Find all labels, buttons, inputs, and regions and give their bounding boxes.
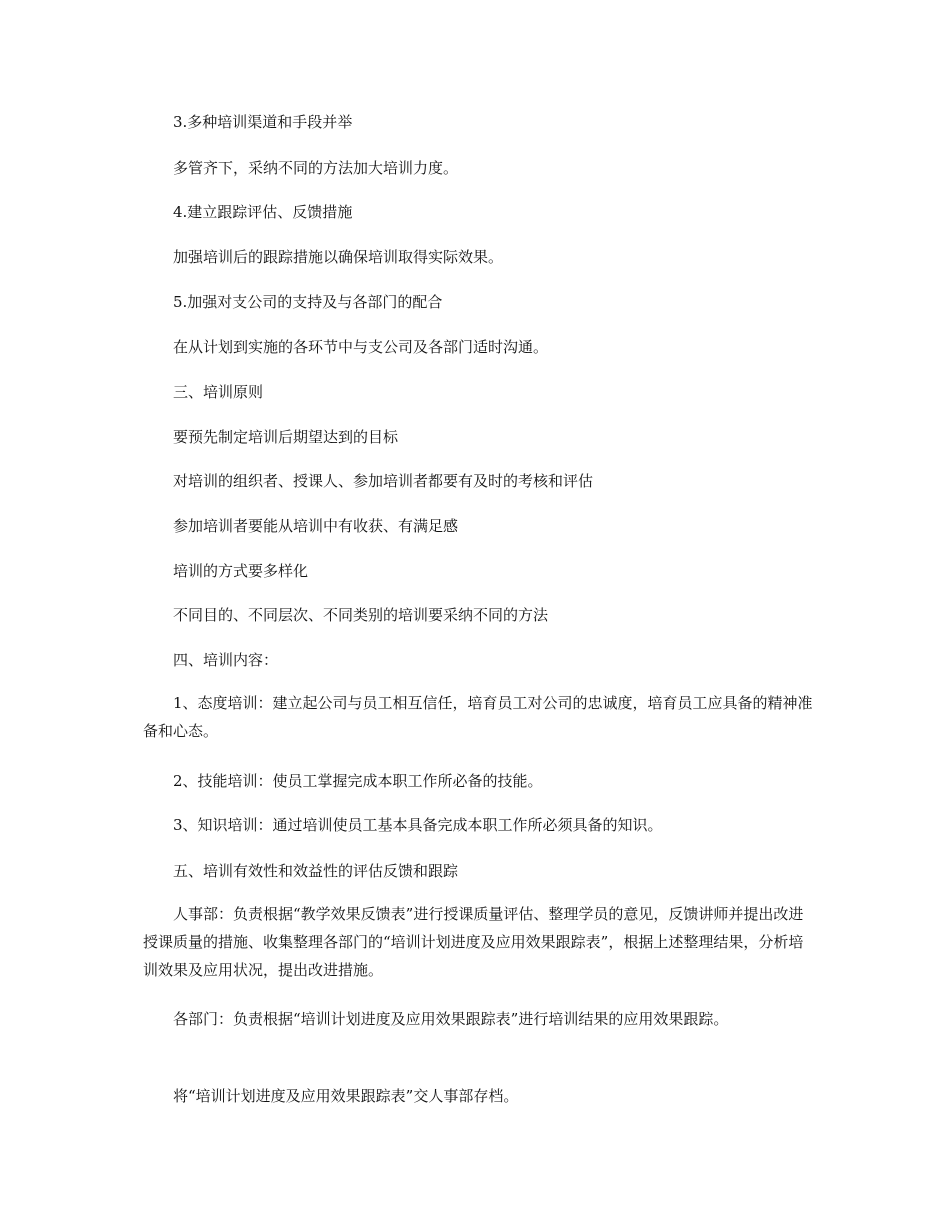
principle-item: 参加培训者要能从培训中有收获、有满足感 [173,517,459,535]
paragraph-departments: 各部门：负责根据“培训计划进度及应用效果跟踪表”进行培训结果的应用效果跟踪。 [173,1010,729,1028]
paragraph-archive: 将“培训计划进度及应用效果跟踪表”交人事部存档。 [173,1087,519,1105]
section-heading-evaluation: 五、培训有效性和效益性的评估反馈和跟踪 [173,862,459,880]
content-item-attitude: 1、态度培训：建立起公司与员工相互信任，培育员工对公司的忠诚度，培育员工应具备的精神准备和心态。 [143,694,813,740]
heading-tracking-feedback: 4.建立跟踪评估、反馈措施 [173,203,353,221]
principle-item: 不同目的、不同层次、不同类别的培训要采纳不同的方法 [173,606,549,624]
paragraph-hr-department: 人事部：负责根据“教学效果反馈表”进行授课质量评估、整理学员的意见，反馈讲师并提出改进授课质量的措施、收集整理各部门的“培训计划进度及应用效果跟踪表”，根据上述整理结果，分析培训效果及应用状况，提出改进措施。 [143,905,804,979]
content-item-skills: 2、技能培训：使员工掌握完成本职工作所必备的技能。 [173,772,543,790]
content-item-knowledge: 3、知识培训：通过培训使员工基本具备完成本职工作所必须具备的知识。 [173,816,663,834]
paragraph-tracking-feedback: 加强培训后的跟踪措施以确保培训取得实际效果。 [173,248,504,266]
paragraph-branch-support: 在从计划到实施的各环节中与支公司及各部门适时沟通。 [173,338,549,356]
principle-item: 对培训的组织者、授课人、参加培训者都要有及时的考核和评估 [173,472,594,490]
principle-item: 培训的方式要多样化 [173,562,309,580]
paragraph-training-channels: 多管齐下，采纳不同的方法加大培训力度。 [173,159,459,177]
heading-branch-support: 5.加强对支公司的支持及与各部门的配合 [173,293,443,311]
heading-training-channels: 3.多种培训渠道和手段并举 [173,113,353,131]
section-heading-training-principles: 三、培训原则 [173,383,264,401]
principle-item: 要预先制定培训后期望达到的目标 [173,428,399,446]
section-heading-training-content: 四、培训内容： [173,651,279,669]
